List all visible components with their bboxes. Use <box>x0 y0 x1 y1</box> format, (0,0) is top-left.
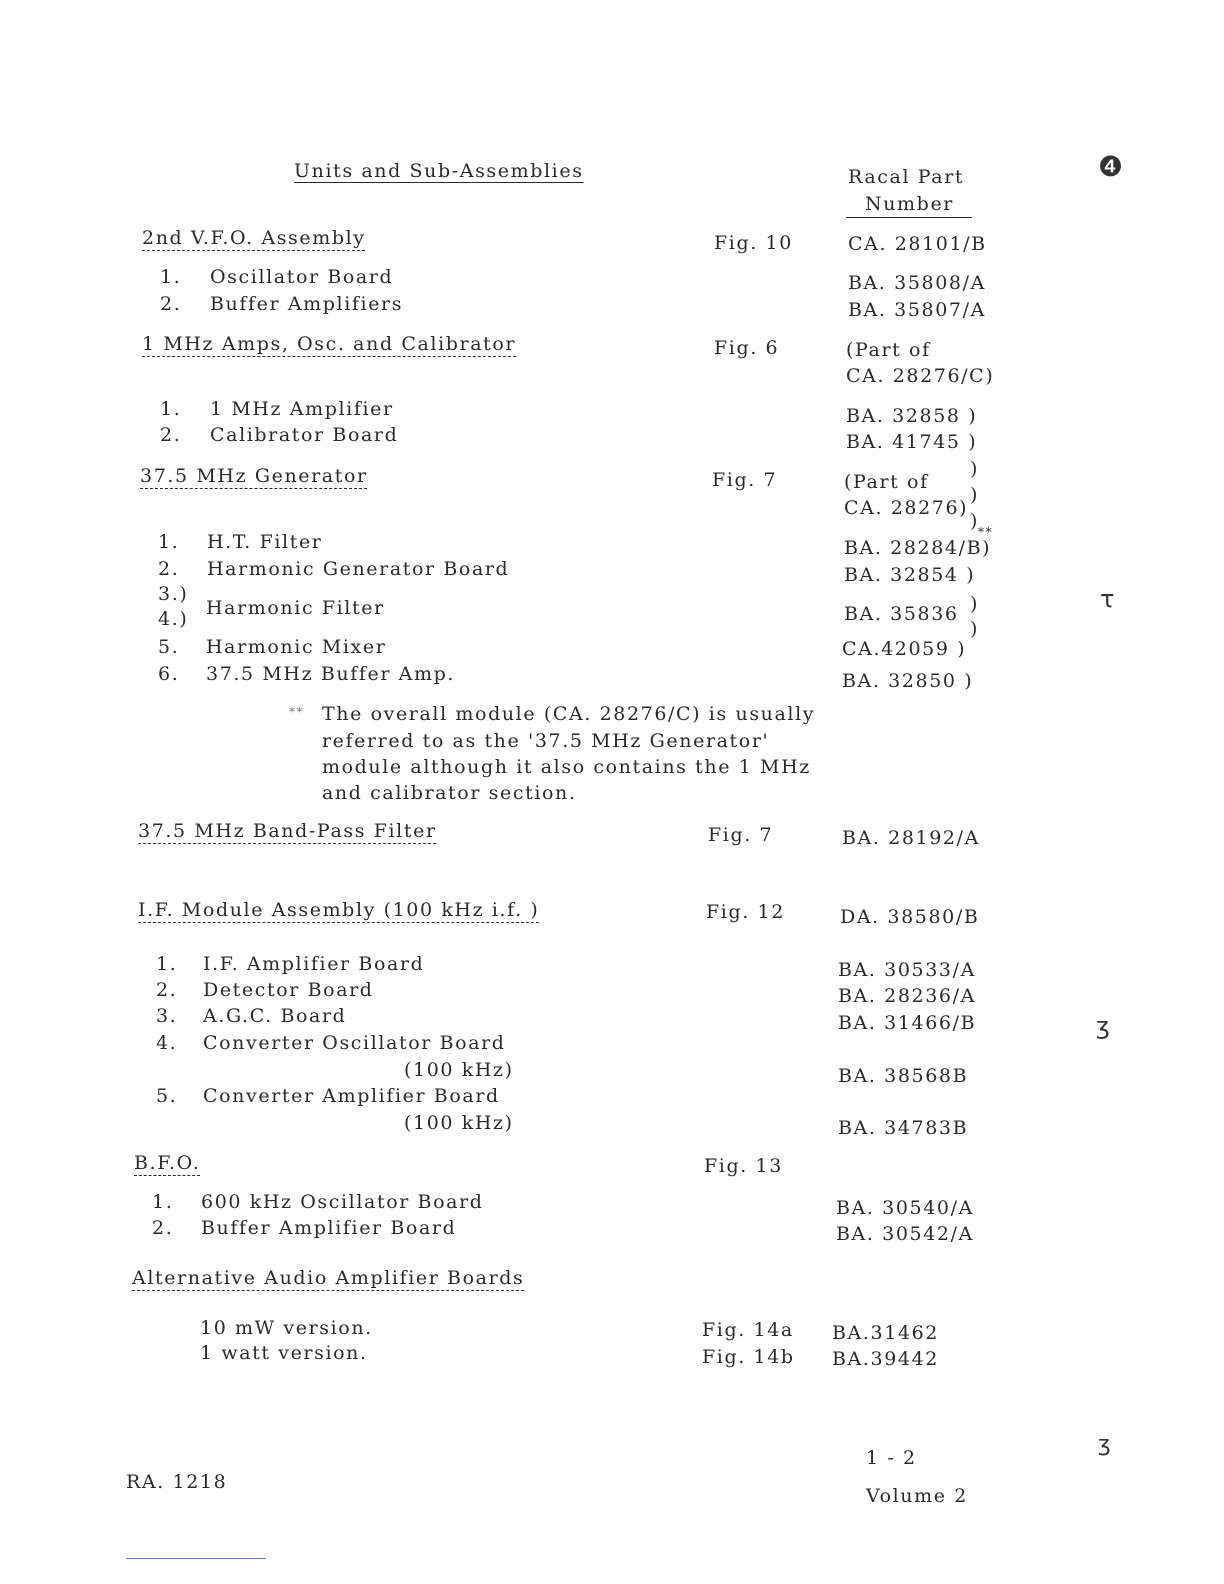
section-title-if-module: I.F. Module Assembly (100 kHz i.f. ) <box>138 899 540 921</box>
part-number-generator-line2: CA. 28276) <box>844 497 969 519</box>
fig-ref: Fig. 14a <box>702 1319 794 1341</box>
item-label: Oscillator Board <box>210 266 394 288</box>
note-line: and calibrator section. <box>322 782 577 804</box>
fig-ref-bfo: Fig. 13 <box>704 1155 783 1177</box>
item-part-number: BA. 28236/A <box>838 985 976 1007</box>
page-number: 1 - 2 <box>866 1447 917 1469</box>
item-part-number: BA. 41745 ) <box>846 431 978 453</box>
item-part-number: BA. 30542/A <box>836 1223 974 1245</box>
item-label: 10 mW version. <box>200 1317 373 1339</box>
part-number-heading-line1: Racal Part <box>848 166 965 188</box>
item-label: A.G.C. Board <box>203 1005 347 1027</box>
bracket: ) <box>970 618 980 640</box>
volume-label: Volume 2 <box>866 1485 968 1507</box>
item-number: 4. <box>156 1032 178 1054</box>
part-number-vfo: CA. 28101/B <box>848 233 987 255</box>
item-label: 1 watt version. <box>200 1342 368 1364</box>
item-label: Converter Oscillator Board <box>203 1032 506 1054</box>
margin-mark-icon: ʒ <box>1098 1432 1113 1457</box>
bracket: ) <box>970 484 980 506</box>
part-number-generator-line1: (Part of <box>844 471 929 493</box>
item-label: I.F. Amplifier Board <box>203 953 425 975</box>
note-asterisk: ** <box>289 705 305 719</box>
bracket: ) <box>970 458 980 480</box>
fig-ref-generator: Fig. 7 <box>712 469 778 491</box>
item-part-number: BA. 32858 ) <box>846 405 978 427</box>
item-part-number: BA. 30540/A <box>836 1197 974 1219</box>
fig-ref-if-module: Fig. 12 <box>706 901 785 923</box>
item-part-number: BA. 31466/B <box>838 1012 977 1034</box>
item-number: 2. <box>158 558 180 580</box>
item-number: 1. <box>160 398 182 420</box>
item-number: 3. <box>156 1005 178 1027</box>
margin-mark-icon: ʒ <box>1096 1012 1112 1040</box>
item-label: 600 kHz Oscillator Board <box>201 1191 484 1213</box>
item-label: 1 MHz Amplifier <box>210 398 394 420</box>
part-number-bandpass: BA. 28192/A <box>842 827 980 849</box>
item-number: 2. <box>152 1217 174 1239</box>
section-title-bandpass: 37.5 MHz Band-Pass Filter <box>138 820 437 842</box>
item-label: Buffer Amplifiers <box>210 293 404 315</box>
item-part-number: BA.31462 <box>832 1322 939 1344</box>
item-part-number: BA. 32854 ) <box>844 564 976 586</box>
item-part-number: BA. 35807/A <box>848 299 986 321</box>
part-number-heading-rule <box>846 217 972 218</box>
margin-mark-icon: ❹ <box>1098 150 1125 183</box>
item-part-number: BA. 35808/A <box>848 272 986 294</box>
part-number-heading-line2: Number <box>865 193 954 215</box>
item-part-number: BA. 32850 ) <box>842 670 974 692</box>
bracket: ) <box>970 593 980 615</box>
fig-ref-bandpass: Fig. 7 <box>708 824 774 846</box>
units-heading: Units and Sub-Assemblies <box>294 160 584 182</box>
item-part-number: BA. 38568B <box>838 1065 969 1087</box>
item-part-number: BA. 28284/B) <box>844 537 992 559</box>
part-number-1mhz-line2: CA. 28276/C) <box>846 365 995 387</box>
section-title-1mhz: 1 MHz Amps, Osc. and Calibrator <box>142 333 517 355</box>
item-number: 4.) <box>158 608 189 630</box>
fig-ref-1mhz: Fig. 6 <box>714 337 780 359</box>
item-number: 1. <box>156 953 178 975</box>
item-label: Converter Amplifier Board <box>203 1085 500 1107</box>
item-label: Detector Board <box>203 979 374 1001</box>
item-number: 1. <box>152 1191 174 1213</box>
item-number: 2. <box>160 293 182 315</box>
item-number: 3.) <box>158 583 189 605</box>
item-number: 2. <box>156 979 178 1001</box>
item-part-number: CA.42059 ) <box>842 638 967 660</box>
item-number: 1. <box>158 531 180 553</box>
item-label: Harmonic Mixer <box>206 636 387 658</box>
part-number-1mhz-line1: (Part of <box>846 339 931 361</box>
section-title-bfo: B.F.O. <box>134 1152 201 1174</box>
note-line: referred to as the '37.5 MHz Generator' <box>322 730 770 752</box>
fig-ref: Fig. 14b <box>702 1346 795 1368</box>
item-number: 6. <box>158 663 180 685</box>
item-number: 5. <box>156 1085 178 1107</box>
note-asterisk-marker: ** <box>978 525 994 539</box>
bracket: ) <box>970 510 980 532</box>
fig-ref-vfo: Fig. 10 <box>714 232 793 254</box>
item-label: H.T. Filter <box>207 531 323 553</box>
section-title-audio: Alternative Audio Amplifier Boards <box>132 1267 525 1289</box>
item-number: 2. <box>160 424 182 446</box>
section-title-generator: 37.5 MHz Generator <box>140 465 368 487</box>
item-label: Harmonic Generator Board <box>207 558 510 580</box>
note-line: The overall module (CA. 28276/C) is usually <box>322 703 816 725</box>
footer-link-rule <box>126 1558 266 1559</box>
item-label: Harmonic Filter <box>206 597 385 619</box>
item-sublabel: (100 kHz) <box>404 1059 514 1081</box>
item-number: 5. <box>158 636 180 658</box>
item-part-number: BA. 30533/A <box>838 959 976 981</box>
note-line: module although it also contains the 1 MHz <box>322 756 811 778</box>
section-title-vfo: 2nd V.F.O. Assembly <box>142 227 366 249</box>
document-reference: RA. 1218 <box>126 1471 228 1493</box>
margin-mark-icon: τ <box>1100 585 1117 613</box>
item-part-number: BA.39442 <box>832 1348 939 1370</box>
part-number-if-module: DA. 38580/B <box>840 906 980 928</box>
item-number: 1. <box>160 266 182 288</box>
item-label: Buffer Amplifier Board <box>201 1217 457 1239</box>
item-part-number: BA. 35836 <box>844 603 959 625</box>
item-label: Calibrator Board <box>210 424 399 446</box>
item-part-number: BA. 34783B <box>838 1117 969 1139</box>
item-label: 37.5 MHz Buffer Amp. <box>206 663 455 685</box>
item-sublabel: (100 kHz) <box>404 1112 514 1134</box>
